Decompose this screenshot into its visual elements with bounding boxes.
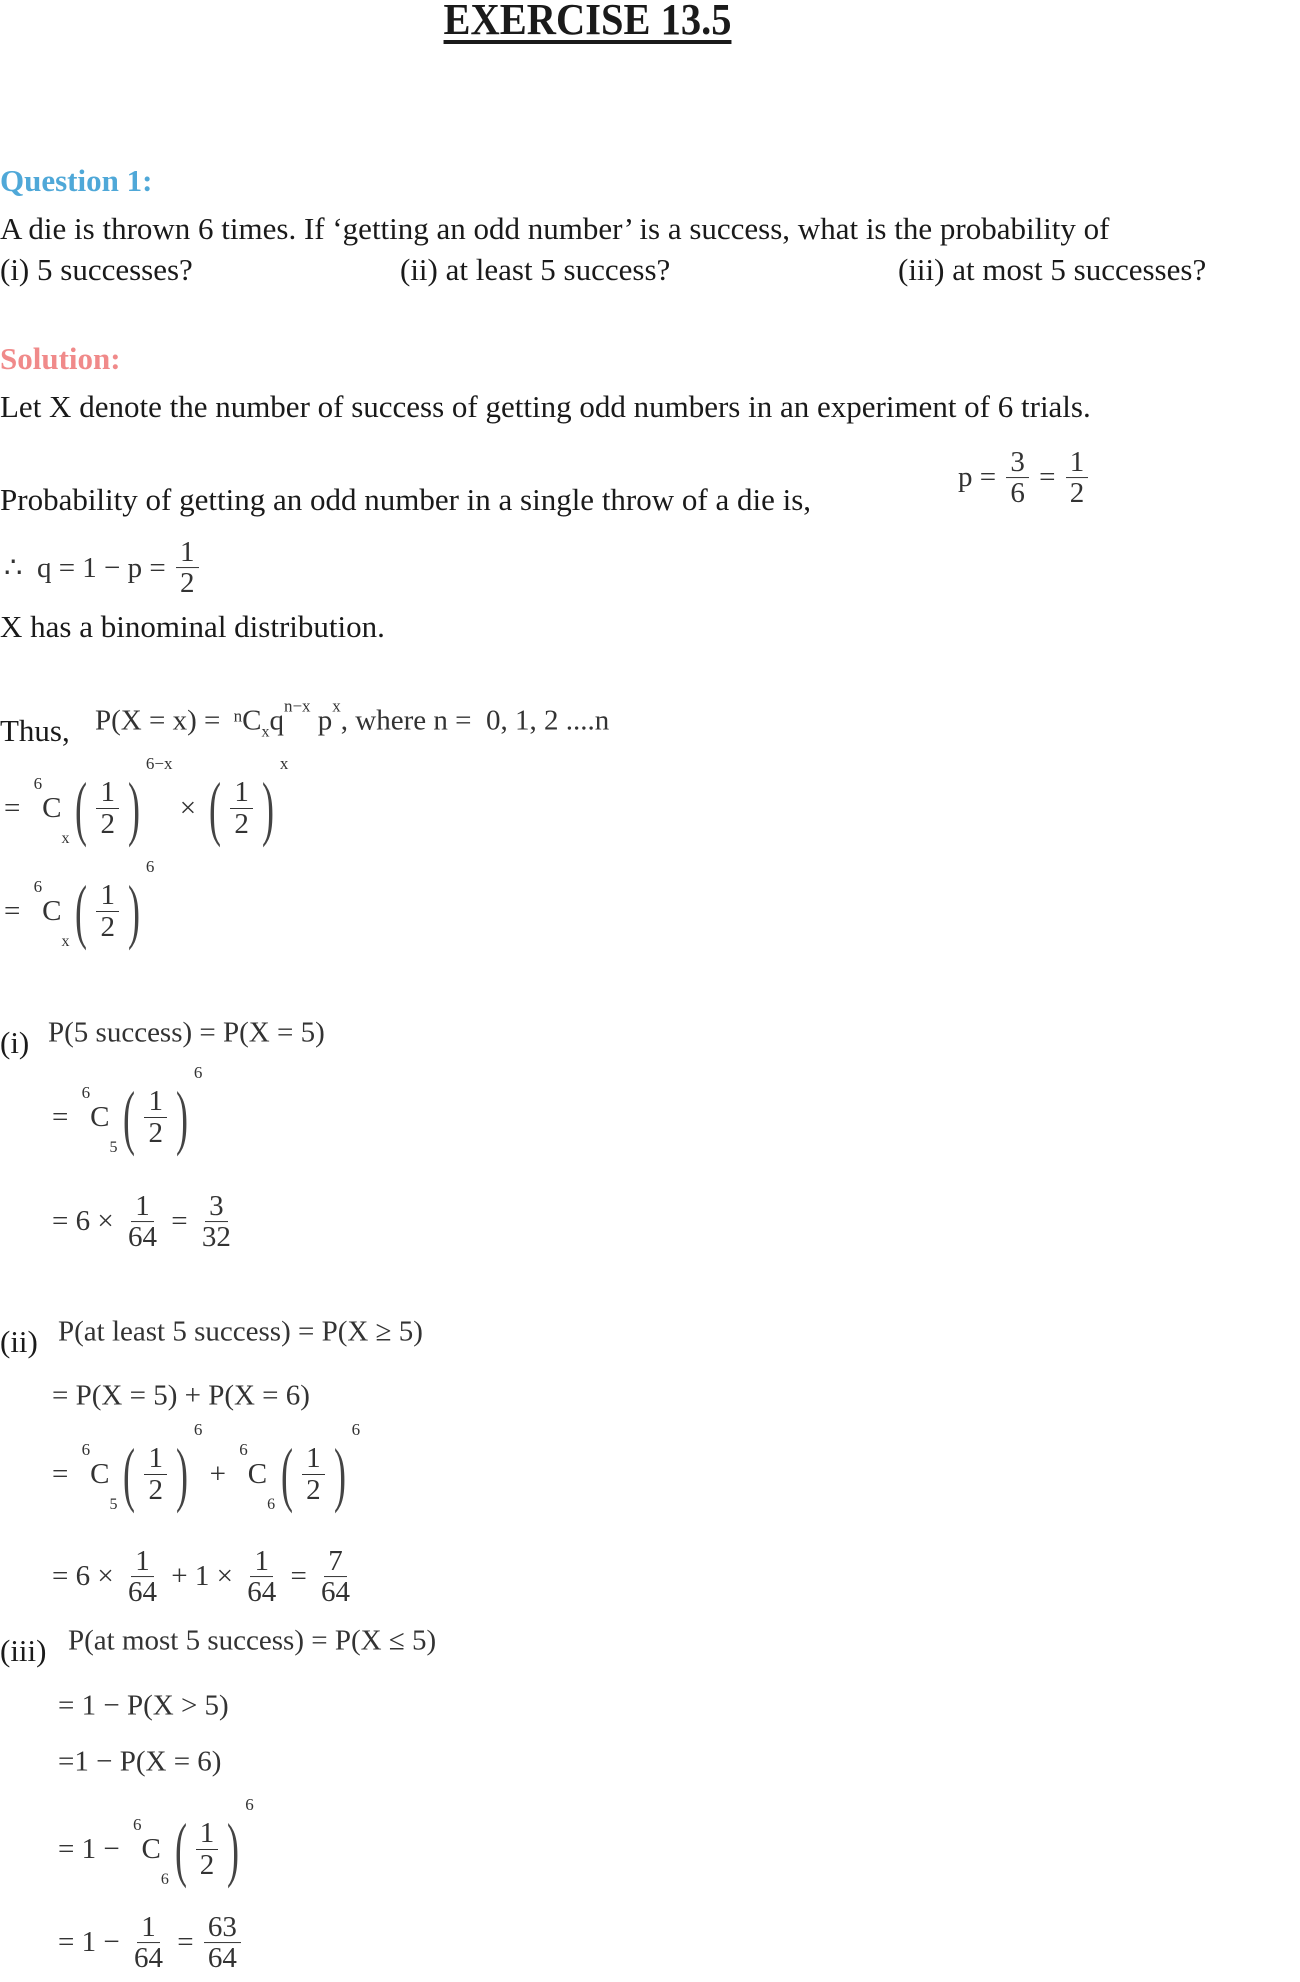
fraction: [1006, 447, 1029, 509]
fraction-denominator: 2: [180, 567, 195, 600]
math-text: +: [202, 1457, 234, 1490]
left-paren: (: [75, 768, 88, 848]
math-text: C: [141, 1832, 161, 1865]
fraction-numerator: 1: [144, 1086, 167, 1117]
fraction-numerator: 1: [137, 1912, 160, 1943]
equation-ii2: [52, 1380, 310, 1413]
left-paren: (: [75, 871, 88, 951]
math-text: ∴ q = 1 − p =: [4, 552, 174, 585]
equation-e2: [4, 857, 155, 951]
math-text: =: [283, 1560, 315, 1593]
prescript: 6: [239, 1440, 248, 1459]
parenthesized-fraction: [203, 754, 289, 848]
part-i-label: (i): [0, 1025, 30, 1060]
fraction-numerator: 1: [144, 1443, 167, 1474]
fraction-numerator: 1: [302, 1443, 325, 1474]
parenthesized-fraction: [275, 1420, 361, 1514]
fraction-denominator: 2: [234, 807, 249, 840]
subscript: 6: [160, 1871, 169, 1888]
fraction-numerator: 63: [204, 1912, 241, 1943]
right-paren: ): [227, 1809, 240, 1889]
fraction: [130, 1912, 167, 1974]
fraction-denominator: 64: [133, 1942, 163, 1975]
fraction: [317, 1546, 354, 1608]
math-text: q: [269, 704, 284, 737]
subscript: 5: [109, 1139, 118, 1156]
parenthesized-fraction: [117, 1063, 203, 1157]
equation-ii3: [52, 1420, 361, 1514]
equation-iii5: [58, 1912, 244, 1974]
solution-line-4: X has a binominal distribution.: [0, 609, 385, 644]
fraction: [198, 1191, 235, 1253]
fraction-denominator: 2: [199, 1848, 215, 1881]
fraction-denominator: 2: [306, 1473, 321, 1506]
math-text: p: [310, 704, 333, 737]
fraction: [124, 1191, 161, 1253]
fraction: [302, 1443, 325, 1505]
exponent: 6: [351, 1420, 361, 1439]
math-text: C: [247, 1457, 268, 1490]
subscript: x: [61, 830, 70, 847]
part-ii-label: (ii): [0, 1324, 38, 1359]
left-paren: (: [174, 1809, 187, 1889]
fraction: [1066, 447, 1089, 509]
parenthesized-fraction: [169, 1795, 254, 1889]
math-text: + 1 ×: [163, 1560, 241, 1593]
fraction-numerator: 1: [230, 777, 253, 808]
question-heading: Question 1:: [0, 163, 153, 198]
fraction-numerator: 1: [131, 1191, 154, 1222]
math-text: C: [90, 1100, 110, 1133]
superscript: n−x: [283, 696, 311, 716]
prescript: 6: [81, 1083, 91, 1102]
math-text: P(X = x) =: [95, 704, 228, 737]
math-text: = 1 −: [58, 1926, 127, 1959]
parenthesized-fraction: [69, 857, 155, 951]
math-text: = P(X = 5) + P(X = 6): [52, 1379, 310, 1412]
left-paren: (: [123, 1077, 136, 1157]
fraction: [230, 777, 253, 839]
fraction-numerator: 1: [1066, 447, 1089, 478]
fraction-denominator: 64: [127, 1221, 157, 1254]
fraction-denominator: 2: [100, 910, 115, 943]
math-text: =: [169, 1926, 201, 1959]
solution-line-1: Let X denote the number of success of getting odd numbers in an experiment of 6 trials.: [0, 389, 1091, 424]
math-text: =: [4, 894, 28, 927]
exponent: 6: [245, 1795, 254, 1814]
fraction-numerator: 3: [1006, 447, 1029, 478]
math-text: = 6 ×: [52, 1560, 121, 1593]
fraction-denominator: 64: [247, 1576, 277, 1609]
math-text: = 1 −: [58, 1832, 127, 1865]
fraction-denominator: 6: [1010, 477, 1025, 510]
fraction: [243, 1546, 280, 1608]
fraction-numerator: 1: [131, 1546, 154, 1577]
solution-heading: Solution:: [0, 341, 121, 376]
math-text: P(at least 5 success) = P(X ≥ 5): [58, 1315, 423, 1348]
right-paren: ): [175, 1434, 188, 1514]
equation-iii1: [68, 1625, 436, 1658]
fraction-denominator: 2: [100, 807, 115, 840]
subscript: 6: [267, 1496, 276, 1513]
prescript: 6: [33, 774, 43, 793]
math-text: p =: [958, 461, 1004, 494]
math-text: C: [42, 791, 62, 824]
exponent: 6: [145, 857, 155, 876]
question-part-iii: (iii) at most 5 successes?: [898, 252, 1207, 287]
left-paren: (: [123, 1434, 136, 1514]
fraction: [124, 1546, 161, 1608]
exponent: 6−x: [145, 754, 173, 773]
fraction: [96, 777, 119, 839]
math-text: =1 − P(X = 6): [58, 1745, 222, 1778]
parenthesized-fraction: [117, 1420, 203, 1514]
fraction-denominator: 64: [127, 1576, 157, 1609]
parenthesized-fraction: [69, 754, 173, 848]
fraction-numerator: 1: [196, 1818, 219, 1849]
fraction-numerator: 1: [176, 537, 199, 568]
equation-p: [958, 447, 1091, 509]
fraction-denominator: 64: [321, 1576, 351, 1609]
fraction: [196, 1818, 219, 1880]
math-text: P(at most 5 success) = P(X ≤ 5): [68, 1624, 437, 1657]
left-paren: (: [209, 768, 222, 848]
question-text: A die is thrown 6 times. If ‘getting an odd number’ is a success, what is the probability of: [0, 211, 1110, 246]
math-text: P(5 success) = P(X = 5): [48, 1016, 325, 1049]
exponent: x: [279, 754, 289, 773]
fraction-numerator: 1: [96, 777, 119, 808]
equation-pmf: [95, 696, 610, 741]
fraction: [176, 537, 199, 599]
prescript: 6: [132, 1815, 142, 1834]
equation-iii2: [58, 1690, 229, 1723]
thus-label: Thus,: [0, 713, 70, 748]
right-paren: ): [127, 768, 140, 848]
math-text: =: [52, 1457, 76, 1490]
fraction-numerator: 1: [250, 1546, 273, 1577]
exponent: 6: [193, 1420, 203, 1439]
fraction: [144, 1443, 167, 1505]
right-paren: ): [175, 1077, 188, 1157]
equation-i3: [52, 1191, 238, 1253]
math-text: =: [1031, 461, 1063, 494]
part-iii-label: (iii): [0, 1633, 47, 1668]
right-paren: ): [261, 768, 274, 848]
equation-q: [4, 537, 202, 599]
prescript: 6: [81, 1440, 91, 1459]
superscript: x: [332, 696, 341, 716]
right-paren: ): [127, 871, 140, 951]
equation-i2: [52, 1063, 203, 1157]
fraction: [96, 880, 119, 942]
subscript: x: [261, 723, 270, 741]
fraction-numerator: 3: [205, 1191, 228, 1222]
subscript: 5: [109, 1496, 118, 1513]
left-paren: (: [281, 1434, 294, 1514]
math-text: = 1 − P(X > 5): [58, 1689, 229, 1722]
math-text: =: [52, 1100, 76, 1133]
fraction-denominator: 2: [148, 1473, 163, 1506]
fraction-denominator: 2: [1069, 477, 1085, 510]
fraction-numerator: 7: [324, 1546, 347, 1577]
math-text: C: [242, 704, 262, 737]
subscript: x: [61, 933, 70, 950]
solution-line-2: Probability of getting an odd number in a single throw of a die is,: [0, 482, 812, 517]
fraction: [204, 1912, 241, 1974]
question-part-ii: (ii) at least 5 success?: [400, 252, 671, 287]
prescript: 6: [33, 877, 43, 896]
equation-iii4: [58, 1795, 254, 1889]
fraction: [144, 1086, 167, 1148]
fraction-denominator: 32: [201, 1221, 231, 1254]
equation-ii4: [52, 1546, 357, 1608]
fraction-denominator: 2: [148, 1116, 163, 1149]
math-text: ×: [172, 791, 204, 824]
math-text: =: [163, 1205, 195, 1238]
math-text: C: [42, 894, 62, 927]
right-paren: ): [333, 1434, 346, 1514]
math-text: , where n = 0, 1, 2 ....n: [340, 704, 610, 737]
fraction-denominator: 64: [207, 1942, 237, 1975]
equation-i1: [48, 1017, 325, 1050]
equation-iii3: [58, 1746, 221, 1779]
fraction-numerator: 1: [96, 880, 119, 911]
exponent: 6: [193, 1063, 203, 1082]
math-text: =: [4, 791, 28, 824]
math-text: C: [90, 1457, 110, 1490]
equation-e1: [4, 754, 289, 848]
math-text: = 6 ×: [52, 1205, 121, 1238]
equation-ii1: [58, 1316, 423, 1349]
question-part-i: (i) 5 successes?: [0, 252, 193, 287]
exercise-title: EXERCISE 13.5: [443, 0, 732, 44]
prescript: n: [233, 706, 243, 726]
